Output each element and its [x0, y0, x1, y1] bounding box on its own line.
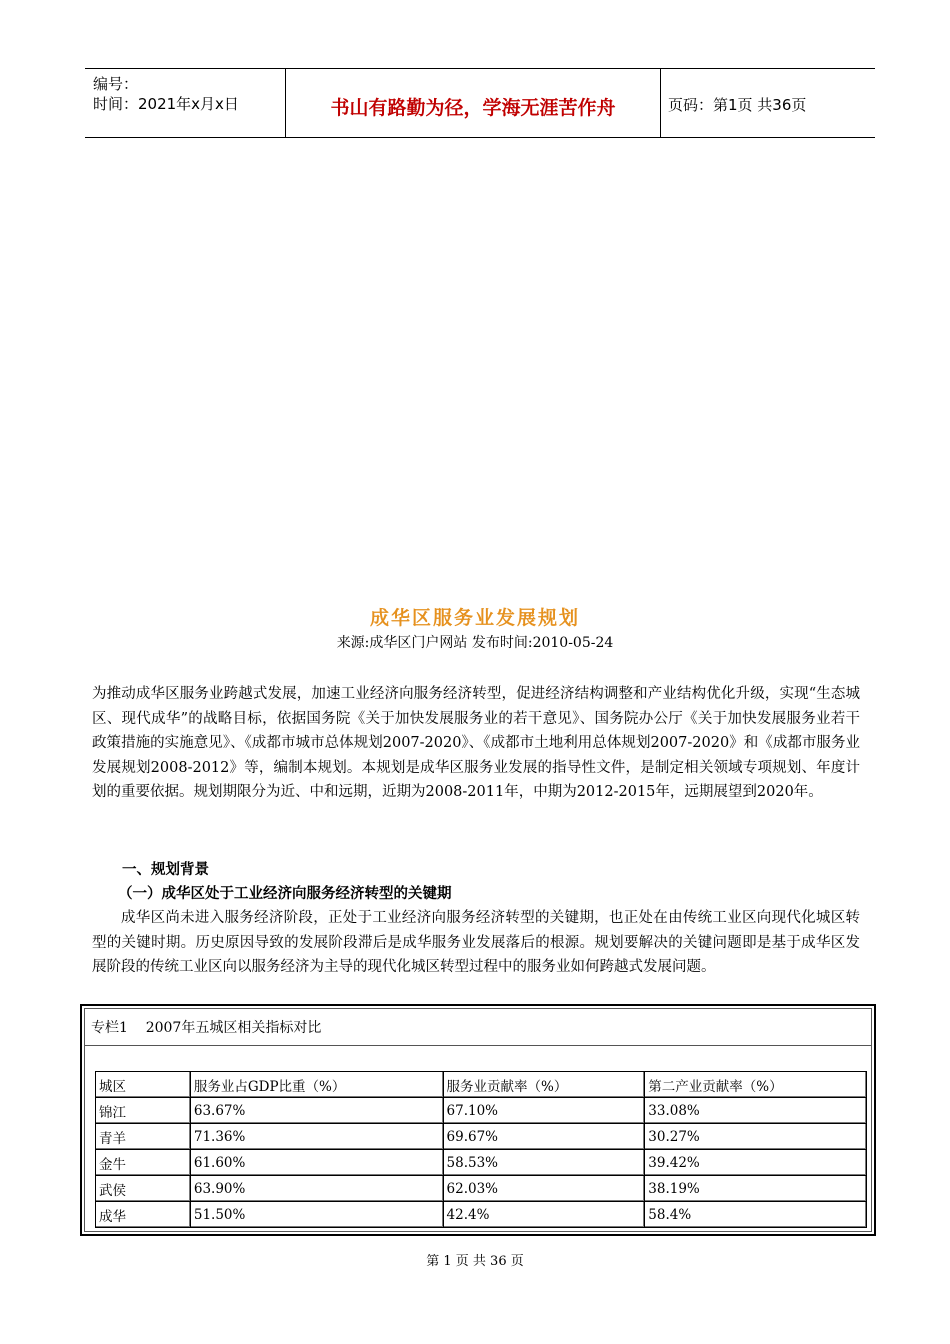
subsection-heading: （一）成华区处于工业经济向服务经济转型的关键期: [118, 886, 452, 902]
header-cell: 城区: [96, 1072, 191, 1098]
table-cell: 成华: [96, 1202, 191, 1228]
table-row: [96, 1176, 867, 1202]
table-cell: 58.53%: [443, 1150, 645, 1176]
table-cell: 武侯: [96, 1176, 191, 1202]
table-cell: 锦江: [96, 1098, 191, 1124]
table-cell: 71.36%: [190, 1124, 443, 1150]
table-cell: 58.4%: [645, 1202, 867, 1228]
table-row: [96, 1150, 867, 1176]
document-title: 成华区服务业发展规划: [369, 607, 580, 629]
header-page-cell: [660, 69, 875, 137]
table-cell: 39.42%: [645, 1150, 867, 1176]
table-header-row: [96, 1072, 867, 1098]
table-cell: 63.67%: [190, 1098, 443, 1124]
table-row: [96, 1124, 867, 1150]
header-cell: 服务业贡献率（%）: [443, 1072, 645, 1098]
header-motto-cell: [285, 69, 661, 137]
table-cell: 51.50%: [190, 1202, 443, 1228]
table-cell: 金牛: [96, 1150, 191, 1176]
header-meta-cell: [85, 69, 285, 137]
table-cell: 62.03%: [443, 1176, 645, 1202]
header-cell: 第二产业贡献率（%）: [645, 1072, 867, 1098]
header-motto: 书山有路勤为径，学海无涯苦作舟: [330, 97, 616, 119]
box-divider: [85, 1045, 871, 1046]
page-header: [85, 68, 875, 138]
table-cell: 61.60%: [190, 1150, 443, 1176]
document-number-label: 编号：: [93, 75, 139, 93]
table-cell: 38.19%: [645, 1176, 867, 1202]
header-page-number: 页码：第1页 共36页: [668, 96, 807, 114]
table-cell: 30.27%: [645, 1124, 867, 1150]
table-row: [96, 1202, 867, 1228]
header-cell: 服务业占GDP比重（%）: [190, 1072, 443, 1098]
box-title: 专栏1 2007年五城区相关指标对比: [91, 1020, 322, 1036]
table-cell: 69.67%: [443, 1124, 645, 1150]
table-cell: 42.4%: [443, 1202, 645, 1228]
table-cell: 63.90%: [190, 1176, 443, 1202]
comparison-box: [80, 1004, 876, 1236]
intro-paragraph: 为推动成华区服务业跨越式发展，加速工业经济向服务经济转型，促进经济结构调整和产业结构优化升级，实现“生态城区、现代成华”的战略目标，依据国务院《关于加快发展服务业的若干意见》、国务院办公厅《关于加快发展服务业若干政策措施的实施意见》、《成都市城市总体规划2007-2020》、《成都市土地利用总体规划2007-2020》和《成都市服务业发展规划2008-2012》等，编制本规划。本规划是成华区服务业发展的指导性文件，是制定相关领域专项规划、年度计划的重要依据。规划期限分为近、中和远期，近期为2008-2011年，中期为2012-2015年，远期展望到2020年。: [92, 686, 860, 800]
table-cell: 33.08%: [645, 1098, 867, 1124]
comparison-box-inner: [84, 1008, 872, 1232]
source-line: 来源:成华区门户网站 发布时间:2010-05-24: [336, 635, 614, 651]
table-cell: 青羊: [96, 1124, 191, 1150]
indicator-table: [95, 1071, 867, 1228]
section-heading: 一、规划背景: [122, 862, 209, 878]
section-paragraph: 成华区尚未进入服务经济阶段，正处于工业经济向服务经济转型的关键期，也正处在由传统工业区向现代化城区转型的关键时期。历史原因导致的发展阶段滞后是成华服务业发展落后的根源。规划要解决的关键问题即是基于成华区发展阶段的传统工业区向以服务经济为主导的现代化城区转型过程中的服务业如何跨越式发展问题。: [92, 910, 860, 975]
table-cell: 67.10%: [443, 1098, 645, 1124]
page-footer: 第 1 页 共 36 页: [426, 1254, 524, 1269]
document-time-label: 时间：2021年x月x日: [93, 95, 239, 113]
table-row: [96, 1098, 867, 1124]
